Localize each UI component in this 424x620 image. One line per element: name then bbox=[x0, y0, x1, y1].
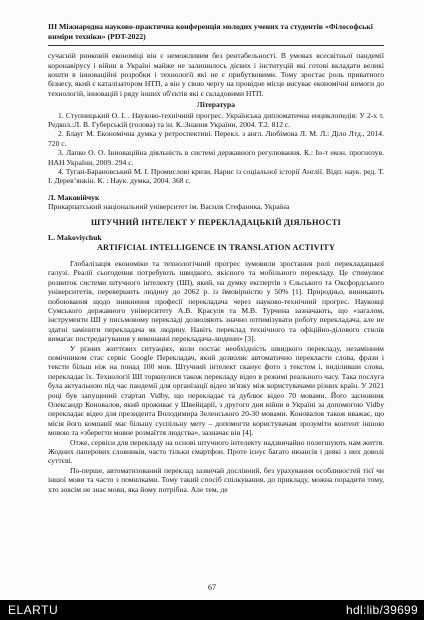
intro-paragraph: сучасній ринковій економіці він є неможливим без рентабельності. В умовах всесвітньої пандемії коронавірусу і війни в Україні майже не залишилось дієвих і інституцій які готові вкладати великі кошти в інноваційні розробки і технології які не є прибутковими. Тому зростає роль приватного бізнесу, який є каталізатором НТП, а він у свою чергу на провідне місце висуває економічні вимоги до технологій, інновацій і ряду інших об'єктів які є складовими НТП. bbox=[48, 51, 384, 98]
page-number: 67 bbox=[208, 583, 216, 592]
reference-item: 2. Блауг М. Економічна думка у ретроспективі. Перекл. з англ. Любімова Л. М. Л.: Діло Лтд., 2014. 720 с. bbox=[48, 129, 384, 148]
running-header: ІІІ Міжнародна науково-практична конференція молодих учених та студентів «Філософські виміри техніки» (PDT-2022) bbox=[48, 22, 373, 41]
body-paragraph: Глобалізація економіки та технологічний прогрес зумовили зростання ролі перекладацької галузі. Реалії сьогодення потребують швидкого, якісного та мобільного перекладу. Це стимулює розвиток системи штучного інтелекту (ШІ), який, на думку експертів з Єльського та Оксфордського університетів, перевершить людину до 2062 р. із ймовірністю у 50% [1]. Природньо, виникають побоювання щодо зникнення професії перекладача через науково-технічний прогрес. Науковці Сумського державного університету А.В. Красуля та М.В. Турчина зазначають, що «загалом, інструменти ШІ у письмовому перекладі дозволяють значно оптимізувати роботу перекладача, але не здатні замінити перекладача як людину. Навіть переклад технічного та офіційно-ділового стилів вимагає постредагування у виконанні перекладача-людини» [3]. bbox=[48, 258, 384, 344]
handle-identifier: hdl:lib/39699 bbox=[346, 603, 418, 617]
author-name-ua: Л. Маковійчук bbox=[48, 192, 100, 202]
reference-item: 1. Ступницький О. І. . Науково-технічний прогрес. Українська дипломатична енциклопедія: У 2-х т. Редкол.:Л. В. Губерській (голова) та ін. К.:Знання України, 2004. Т.2. 812 с. bbox=[48, 110, 384, 130]
repository-footer-bar bbox=[0, 600, 424, 620]
body-paragraph: У різних життєвих ситуаціях, коли постає необхідність швидкого перекладу, незамінним помічником стає сервіс Google Перекладач, який дозволяє автоматично перекласти слова, фрази і тексти більш ніж на понад 100 мов. Штучний інтелект сканує фото з текстом і, виділивши слова, перекладає їх. Технології ШІ торкнулися також перекладу відео в режимі реального часу. Така послуга була актуальною під час пандемії для організації відео зв'язку між користувачами різних країн. У 2021 році був запущений стартап Vidby, що перекладає та дублює відео 70 мовами. Його засновник Олександр Коновалов, який проживає у Швейцарії, з другого дня війни в Україні за допомогою Vidby перекладає відео для президента Володимира Зеленського 20-30 мовами. Коновалов також вважає, що місія його компанії має більшу суспільну мету – допомогти користувачам зрозуміти контент іншою мовою та «зберегти мовне розмаїття людства», зазначає він [4]. bbox=[48, 343, 384, 438]
references-title: Література bbox=[196, 100, 236, 110]
reference-item: 4. Туган-Барановський М. І. Промислові кризи. Нарис із соціальної історії Англії. Відп. наук. ред. Т. І. Деревʼянкін. К. : Наук. думка, 2004. 368 с. bbox=[48, 167, 384, 186]
page-content bbox=[48, 22, 384, 494]
header-rule bbox=[48, 45, 384, 46]
repository-name: ELARTU bbox=[8, 603, 59, 617]
references-list bbox=[48, 111, 384, 186]
article-title-en: ARTIFICIAL INTELLIGENCE IN TRANSLATION ACTIVITY bbox=[96, 242, 336, 252]
reference-item: 3. Лапко О. О. Інноваційна діяльність в системі державного регулювання. К.: Ін-т екон. прогнозув. НАН України, 2009. 294 с. bbox=[48, 148, 384, 167]
body-paragraph: По-перше, автоматизований переклад зазвичай дослівний, без урахування особливостей тієї чи іншої мови та часто з помилками. Тому такий спосіб спілкування, до прикладу, можна порадити тому, хто зовсім не знає мови, яка йому потрібна. Але тем, де bbox=[48, 465, 384, 494]
author-affiliation: Прикарпатський національний університет ім. Василя Стефаника, Україна bbox=[48, 202, 290, 212]
body-paragraph: Отже, сервіси для перекладу на основі штучного інтелекту надзвичайно полегшують нам життя. Жодних паперових словників, часто тільки смартфон. Проте існує багато нюансів і деякі з них доволі суттєві. bbox=[48, 437, 384, 466]
author-name-en: L. Makoviychuk bbox=[48, 233, 102, 243]
article-title-ua: ШТУЧНИЙ ІНТЕЛЕКТ У ПЕРЕКЛАДАЦЬКІЙ ДІЯЛЬНОСТІ bbox=[90, 217, 341, 227]
